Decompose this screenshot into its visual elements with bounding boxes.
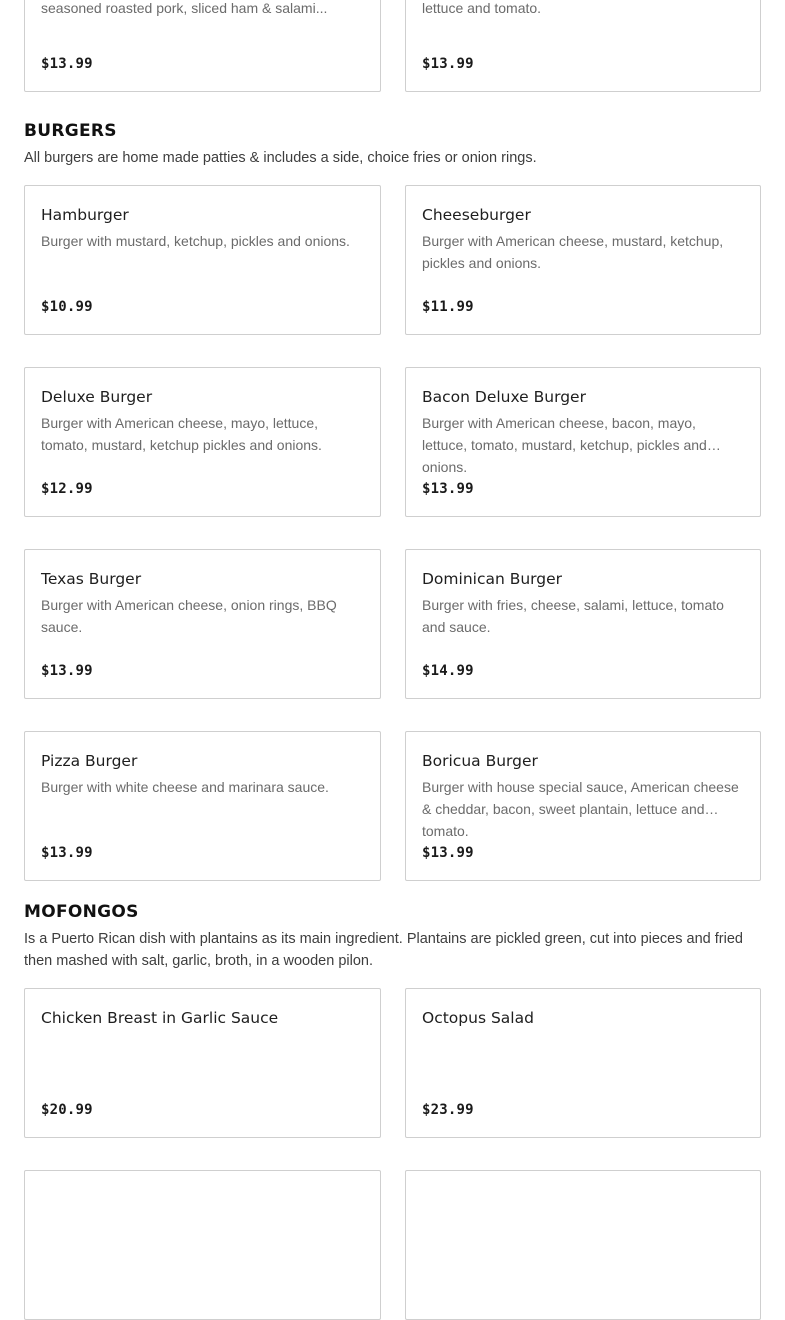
menu-item-name: Deluxe Burger	[41, 388, 153, 406]
menu-item-description: Burger with American cheese, onion rings, BBQ sauce.	[41, 597, 337, 635]
menu-item-description: Burger with American cheese, mustard, ketchup, pickles and onions.	[422, 233, 724, 271]
menu-item-price: $23.99	[422, 1102, 474, 1118]
menu-item-description: Burger with house special sauce, American cheese & cheddar, bacon, sweet plantain, lettuce and tomato.	[422, 779, 739, 839]
menu-item-card[interactable]	[24, 988, 381, 1138]
menu-item-price: $12.99	[41, 481, 93, 497]
menu-item-description: Burger with white cheese and marinara sauce.	[41, 779, 329, 795]
menu-item-name: Chicken Breast in Garlic Sauce	[41, 1009, 279, 1027]
mofongos-grid	[24, 988, 761, 1320]
menu-item-price: $14.99	[422, 663, 474, 679]
section-title: BURGERS	[24, 121, 117, 141]
menu-item-description: Burger with American cheese, mayo, lettuce, tomato, mustard, ketchup pickles and onions.	[41, 415, 322, 453]
menu-item-card[interactable]	[24, 0, 381, 92]
menu-item-description: seasoned roasted pork, sliced ham & salami...	[41, 0, 328, 16]
menu-item-name: Pizza Burger	[41, 752, 138, 770]
menu-item-description: lettuce and tomato.	[422, 0, 542, 16]
menu-item-card[interactable]	[24, 367, 381, 517]
mofongos-section-header	[24, 900, 761, 972]
menu-item-card[interactable]	[24, 1170, 381, 1320]
menu-item-card[interactable]	[405, 367, 761, 517]
menu-item-name: Bacon Deluxe Burger	[422, 388, 586, 406]
section-description: All burgers are home made patties & includes a side, choice fries or onion rings.	[24, 150, 537, 166]
menu-item-price: $13.99	[422, 845, 474, 861]
menu-item-card[interactable]	[405, 0, 761, 92]
menu-item-description: Burger with fries, cheese, salami, lettuce, tomato and sauce.	[422, 597, 724, 635]
menu-item-card[interactable]	[405, 1170, 761, 1320]
menu-item-price: $11.99	[422, 299, 474, 315]
menu-item-price: $13.99	[41, 56, 93, 72]
menu-item-price: $13.99	[41, 663, 93, 679]
section-title: MOFONGOS	[24, 902, 139, 922]
menu-item-price: $13.99	[41, 845, 93, 861]
menu-item-price: $20.99	[41, 1102, 93, 1118]
menu-item-card[interactable]	[24, 731, 381, 881]
menu-item-card[interactable]	[405, 185, 761, 335]
menu-item-name: Dominican Burger	[422, 570, 563, 588]
section-description: Is a Puerto Rican dish with plantains as its main ingredient. Plantains are pickled green, cut into pieces and fried then mashed with salt, garlic, broth, in a wooden pilon.	[24, 931, 743, 969]
menu-item-card[interactable]	[405, 988, 761, 1138]
burgers-section-header	[24, 119, 761, 169]
menu-page	[24, 0, 761, 1320]
menu-item-card[interactable]	[405, 731, 761, 881]
menu-item-card[interactable]	[24, 549, 381, 699]
menu-item-description: Burger with American cheese, bacon, mayo, lettuce, tomato, mustard, ketchup, pickles and onions.	[422, 415, 707, 475]
menu-item-name: Boricua Burger	[422, 752, 538, 770]
menu-item-price: $13.99	[422, 481, 474, 497]
menu-item-description: Burger with mustard, ketchup, pickles and onions.	[41, 233, 350, 249]
menu-item-card[interactable]	[405, 549, 761, 699]
menu-item-price: $13.99	[422, 56, 474, 72]
menu-item-name: Cheeseburger	[422, 206, 531, 224]
menu-item-price: $10.99	[41, 299, 93, 315]
menu-item-name: Texas Burger	[41, 570, 142, 588]
previous-section-grid	[24, 0, 761, 92]
menu-item-name: Hamburger	[41, 206, 129, 224]
menu-item-card[interactable]	[24, 185, 381, 335]
burgers-grid	[24, 185, 761, 881]
menu-item-name: Octopus Salad	[422, 1009, 534, 1027]
